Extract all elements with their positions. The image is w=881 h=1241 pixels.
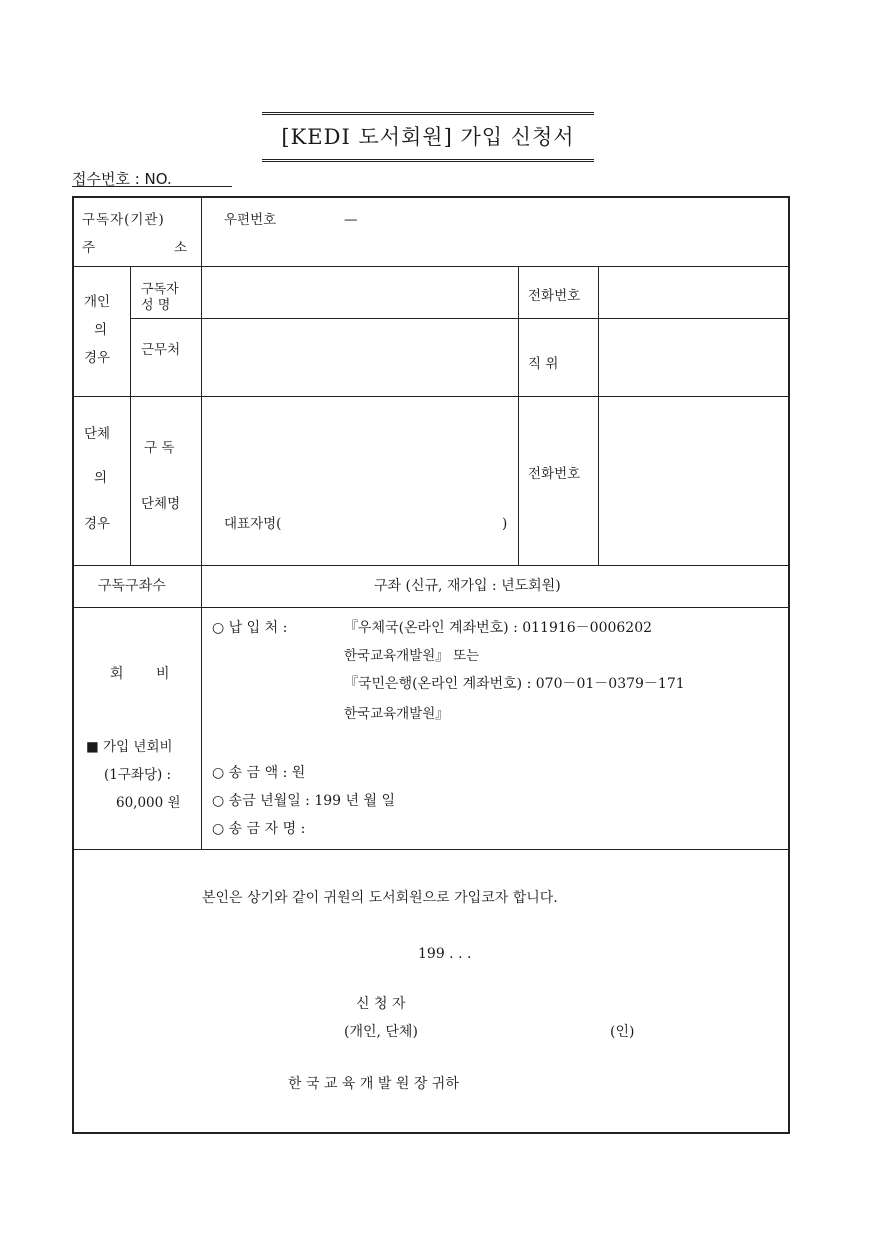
group-name-label-1: 구 독 — [144, 440, 175, 456]
annual-fee-label: ■ 가입 년회비 — [86, 739, 173, 755]
workplace-label: 근무처 — [141, 342, 181, 358]
accounts-label: 구독구좌수 — [98, 578, 166, 594]
rule-group-bottom — [74, 565, 788, 566]
addressee: 한 국 교 육 개 발 원 장 귀하 — [288, 1076, 459, 1092]
group-name-label-2: 단체명 — [141, 496, 181, 512]
rule-label-column — [201, 198, 202, 849]
subscriber-name-label-2: 성 명 — [141, 298, 171, 313]
group-label-1: 단체 — [84, 426, 111, 442]
accounts-value: 구좌 (신규, 재가입 : 년도회원) — [374, 578, 561, 594]
payment-destination-label: ○ 납 입 처 : — [212, 620, 288, 636]
rule-phone-label-left — [518, 266, 519, 565]
representative-close: ) — [502, 516, 508, 532]
group-phone-label: 전화번호 — [528, 466, 581, 482]
per-account-label: (1구좌당) : — [104, 767, 172, 783]
remitter-name-line: ○ 송 금 자 명 : — [212, 821, 306, 837]
rule-address-bottom — [74, 266, 788, 267]
payment-destination-line3: 『국민은행(온라인 계좌번호) : 070－01－0379－171 — [344, 676, 685, 692]
receipt-number-label: 접수번호 : NO. — [72, 170, 172, 188]
job-position-label: 직 위 — [528, 356, 559, 372]
individual-label-2: 의 — [94, 322, 108, 338]
group-label-2: 의 — [94, 470, 108, 486]
rule-name-bottom — [130, 318, 788, 319]
declaration-date: 199 . . . — [418, 946, 472, 962]
individual-label-3: 경우 — [84, 350, 111, 366]
seal-mark: (인) — [610, 1024, 635, 1040]
fee-label-b: 비 — [156, 666, 170, 682]
fee-label-a: 회 — [110, 666, 124, 682]
remittance-amount-line: ○ 송 금 액 : 원 — [212, 765, 306, 781]
rule-sublabel-column — [130, 266, 131, 565]
document-title: [KEDI 도서회원] 가입 신청서 — [281, 125, 575, 149]
rule-accounts-bottom — [74, 607, 788, 608]
rule-phone-label-right — [598, 266, 599, 565]
receipt-number-underline — [72, 186, 232, 187]
payment-destination-line4: 한국교육개발원』 — [344, 706, 449, 722]
rule-individual-bottom — [74, 396, 788, 397]
application-form — [72, 196, 790, 1134]
applicant-type: (개인, 단체) — [344, 1024, 418, 1040]
applicant-label: 신 청 자 — [356, 996, 406, 1012]
individual-label-1: 개인 — [84, 294, 111, 310]
title-frame — [262, 112, 594, 162]
address-label-b: 소 — [174, 240, 188, 256]
group-label-3: 경우 — [84, 516, 111, 532]
subscriber-name-label-1: 구독자 — [141, 282, 179, 297]
representative-label: 대표자명( — [224, 516, 282, 532]
payment-destination-line2: 한국교육개발원』 또는 — [344, 648, 480, 664]
annual-fee-amount: 60,000 원 — [116, 795, 181, 811]
declaration-statement: 본인은 상기와 같이 귀원의 도서회원으로 가입코자 합니다. — [202, 890, 558, 906]
subscriber-label: 구독자(기관) — [82, 212, 165, 228]
address-label-a: 주 — [82, 240, 96, 256]
postal-code-label: 우편번호 — [224, 212, 277, 228]
individual-phone-label: 전화번호 — [528, 288, 581, 304]
payment-destination-line1: 『우체국(온라인 계좌번호) : 011916－0006202 — [344, 620, 653, 636]
remittance-date-line: ○ 송금 년월일 : 199 년 월 일 — [212, 793, 395, 809]
rule-fee-bottom — [74, 849, 788, 850]
postal-code-dash: — — [344, 212, 358, 228]
